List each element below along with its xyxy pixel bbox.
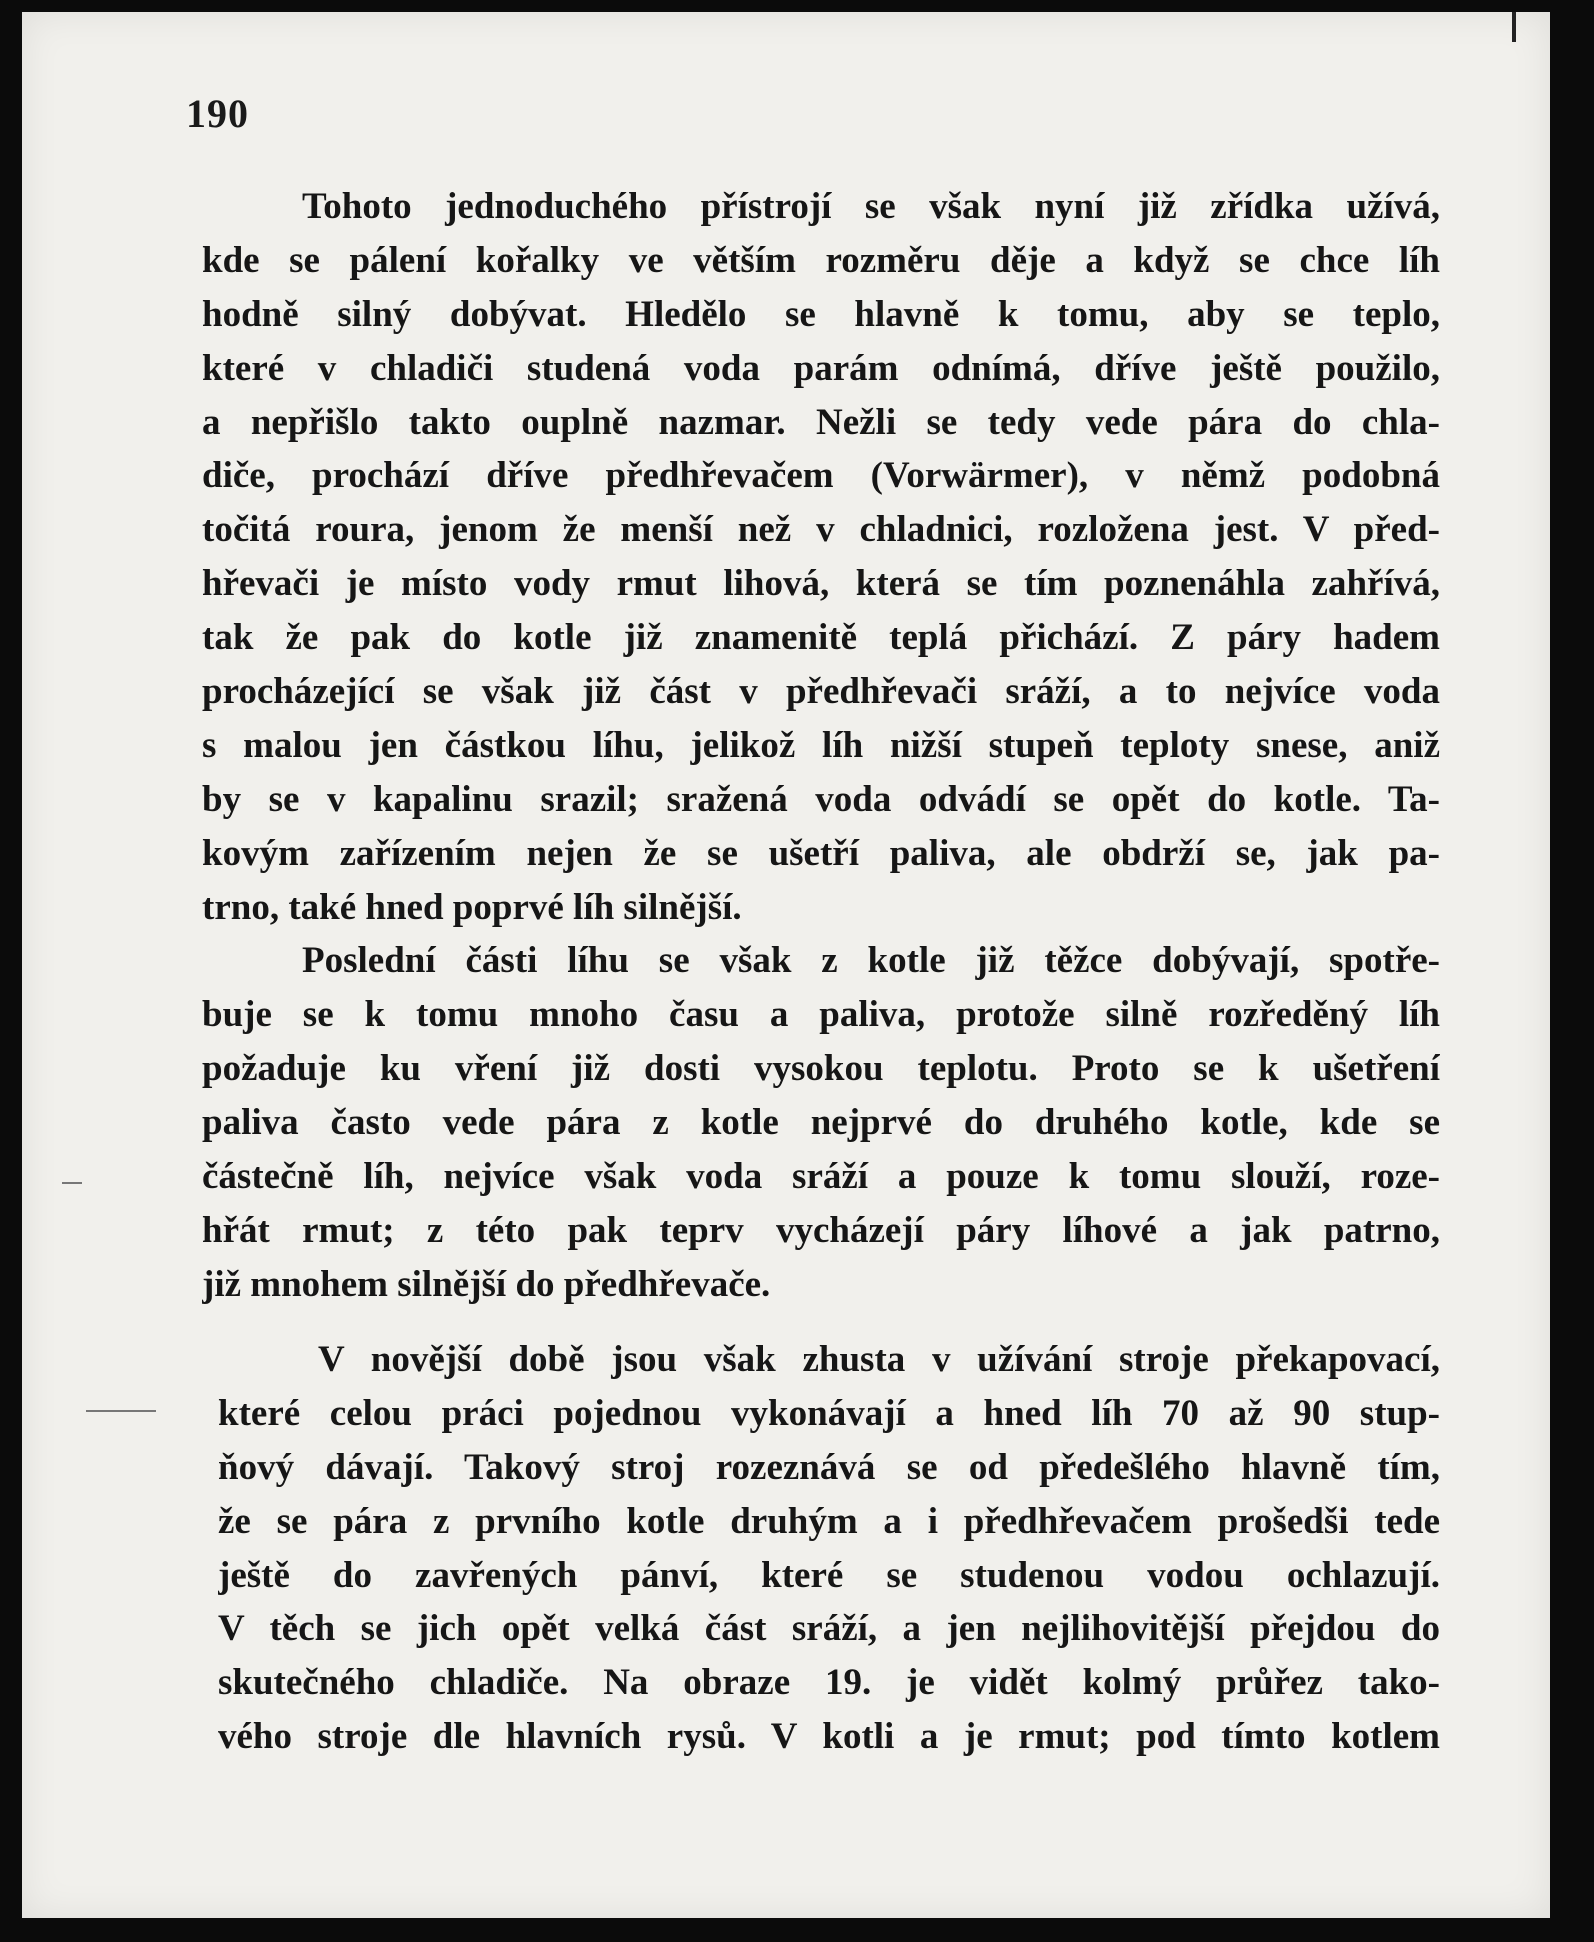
text-line: že se pára z prvního kotle druhým a i předhřevačem prošedši tede (218, 1500, 1440, 1542)
text-line: skutečného chladiče. Na obraze 19. je vidět kolmý průřez tako- (218, 1662, 1440, 1704)
text-line: které celou práci pojednou vykonávají a hned líh 70 až 90 stup- (218, 1392, 1440, 1434)
text-line: Poslední části líhu se však z kotle již těžce dobývají, spotře- (302, 940, 1440, 982)
text-line: by se v kapalinu srazil; sražená voda odvádí se opět do kotle. Ta- (202, 778, 1440, 820)
text-line: diče, prochází dříve předhřevačem (Vorwärmer), v němž podobná (202, 455, 1440, 497)
text-line: V těch se jich opět velká část sráží, a jen nejlihovitější přejdou do (218, 1608, 1440, 1650)
text-line: paliva často vede pára z kotle nejprvé do druhého kotle, kde se (202, 1102, 1440, 1144)
text-line: hřát rmut; z této pak teprv vycházejí páry líhové a jak patrno, (202, 1209, 1440, 1251)
text-line: a nepřišlo takto ouplně nazmar. Nežli se tedy vede pára do chla- (202, 401, 1440, 443)
text-line: kovým zařízením nejen že se ušetří paliva, ale obdrží se, jak pa- (202, 832, 1440, 874)
text-line: již mnohem silnější do předhřevače. (202, 1263, 771, 1305)
text-line: ještě do zavřených pánví, které se studenou vodou ochlazují. (218, 1554, 1440, 1596)
paragraph-1 (202, 180, 1440, 934)
paragraph-2 (202, 934, 1440, 1311)
text-line: tak že pak do kotle již znamenitě teplá přichází. Z páry hadem (202, 617, 1440, 659)
scan-edge-mark (1512, 12, 1516, 42)
text-line: s malou jen částkou líhu, jelikož líh nižší stupeň teploty snese, aniž (202, 724, 1440, 766)
scan-edge-mark (62, 1182, 82, 1184)
text-line: ňový dávají. Takový stroj rozeznává se od předešlého hlavně tím, (218, 1446, 1440, 1488)
text-body-top (202, 180, 1440, 1312)
paragraph-3 (218, 1333, 1440, 1764)
text-line: požaduje ku vření již dosti vysokou teplotu. Proto se k ušetření (202, 1048, 1440, 1090)
text-line: procházející se však již část v předhřevači sráží, a to nejvíce voda (202, 671, 1440, 713)
scan-edge-mark (86, 1410, 156, 1412)
page-number: 190 (186, 91, 249, 136)
text-line: které v chladiči studená voda parám odnímá, dříve ještě použilo, (202, 347, 1440, 389)
text-line: vého stroje dle hlavních rysů. V kotli a je rmut; pod tímto kotlem (218, 1716, 1440, 1758)
text-line: Tohoto jednoduchého přístrojí se však nyní již zřídka užívá, (302, 186, 1440, 227)
text-line: hodně silný dobývat. Hledělo se hlavně k tomu, aby se teplo, (202, 293, 1440, 335)
text-body-bottom (218, 1333, 1440, 1764)
text-line: částečně líh, nejvíce však voda sráží a pouze k tomu slouží, roze- (202, 1156, 1440, 1198)
text-line: kde se pálení kořalky ve větším rozměru děje a když se chce líh (202, 239, 1440, 281)
text-line: buje se k tomu mnoho času a paliva, protože silně rozředěný líh (202, 994, 1440, 1036)
scanned-page (22, 12, 1550, 1918)
text-line: V novější době jsou však zhusta v užívání stroje překapovací, (318, 1339, 1440, 1380)
text-line: točitá roura, jenom že menší než v chladnici, rozložena jest. V před- (202, 509, 1440, 551)
text-line: hřevači je místo vody rmut lihová, která se tím poznenáhla zahřívá, (202, 563, 1440, 605)
text-line: trno, také hned poprvé líh silnější. (202, 886, 742, 928)
